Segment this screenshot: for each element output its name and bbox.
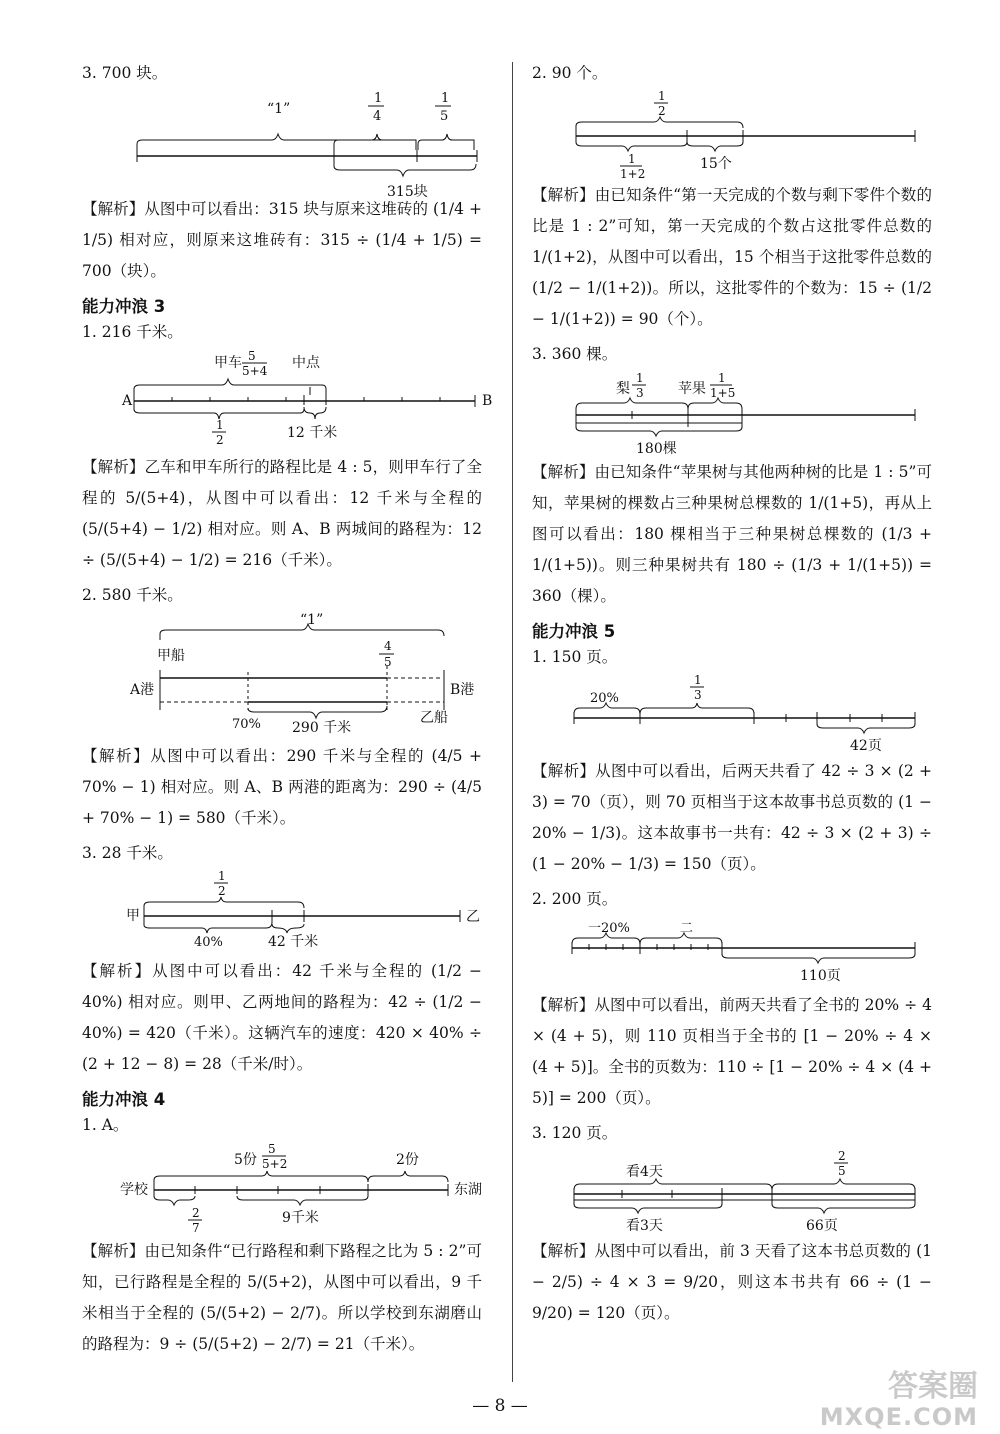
point-a: A xyxy=(122,393,133,409)
figure-parts xyxy=(532,88,932,181)
frac-n: 5 xyxy=(268,1142,276,1156)
explanation-8: 【解析】从图中可以看出，后两天共看了 42 ÷ 3 × (2 + 3) = 70（页），则 70 页相当于这本故事书总页数的 (1 − 20% − 1/3)。这本故事书一共有：42 ÷ 3 × (2 + 3) ÷ (1 − 20% − 1/3) = 150（页）。 xyxy=(532,762,932,873)
half-n: 1 xyxy=(218,869,226,883)
port-a: A港 xyxy=(130,682,155,698)
frac-d: 1+2 xyxy=(620,167,646,181)
frac-top2: 1 xyxy=(441,91,450,106)
answer-c3: 3. 120 页。 xyxy=(532,1124,618,1142)
explanation-3: 【解析】从图中可以看出：290 千米与全程的 (4/5 + 70% − 1) 相对应。则 A、B 两港的距离为：290 ÷ (4/5 + 70% − 1) = 580（千米）。 xyxy=(82,747,482,827)
one-label: “1” xyxy=(267,101,291,117)
day2-label: 二 xyxy=(680,921,694,936)
figure-cars xyxy=(82,347,493,447)
parts5: 5份 xyxy=(234,1152,257,1168)
answer-2: 2. 580 千米。 xyxy=(82,586,183,604)
figure-cars-2 xyxy=(82,868,492,950)
half-d: 2 xyxy=(216,433,224,447)
answer-c2: 2. 200 页。 xyxy=(532,890,618,908)
car-frac-d: 5+4 xyxy=(242,364,268,378)
explanation-9: 【解析】从图中可以看出，前两天共看了全书的 20% ÷ 4 × (4 + 5)，则 110 页相当于全书的 [1 − 20% ÷ 4 × (4 + 5)]。全书的页数为：110 ÷ [1 − 20% ÷ 4 × (4 + 5)] = 200（页）。 xyxy=(532,996,932,1107)
frac-n: 2 xyxy=(838,1149,846,1163)
figure-trees xyxy=(532,369,932,457)
frac-n: 4 xyxy=(384,639,392,653)
midpoint-label: 中点 xyxy=(292,355,320,371)
distance-label: 42 千米 xyxy=(268,934,319,950)
distance-label: 12 千米 xyxy=(287,425,338,441)
frac-d: 5+2 xyxy=(262,1157,288,1171)
pear-n: 1 xyxy=(636,371,644,385)
day1-label: 一20% xyxy=(588,921,630,936)
half-d: 2 xyxy=(218,884,226,898)
brace-label: 315块 xyxy=(387,184,428,200)
answer-c1: 1. 150 页。 xyxy=(532,648,618,666)
apple-label: 苹果 xyxy=(678,381,706,397)
section-heading-3: 能力冲浪 3 xyxy=(82,297,166,316)
answer-1: 1. 216 千米。 xyxy=(82,323,183,341)
pct-label: 20% xyxy=(590,691,619,706)
port-b: B港 xyxy=(450,682,475,698)
figure-bricks xyxy=(82,88,482,200)
frac-d: 3 xyxy=(694,688,702,702)
lake-label: 东湖 xyxy=(454,1182,482,1198)
apple-n: 1 xyxy=(718,371,726,385)
half-d: 2 xyxy=(658,104,666,118)
frac-d: 5 xyxy=(838,1164,846,1178)
frac-bottom2: 5 xyxy=(440,109,449,124)
count-label: 15个 xyxy=(700,156,732,172)
explanation-1: 【解析】从图中可以看出：315 块与原来这堆砖的 (1/4 + 1/5) 相对应，则原来这堆砖有：315 ÷ (1/4 + 1/5) = 700（块）。 xyxy=(82,200,482,280)
seg-n: 2 xyxy=(192,1206,200,1220)
point-yi: 乙 xyxy=(466,909,480,925)
column-divider xyxy=(512,62,513,1382)
answer-r3: 3. 360 棵。 xyxy=(532,345,618,363)
frac-n: 1 xyxy=(694,673,702,687)
ship-yi: 乙船 xyxy=(420,710,448,726)
explanation-4: 【解析】从图中可以看出：42 千米与全程的 (1/2 − 40%) 相对应。则甲、乙两地间的路程为：42 ÷ (1/2 − 40%) = 420（千米）。这辆汽车的速度：420 × 40% ÷ (2 + 12 − 8) = 28（千米/时）。 xyxy=(82,962,482,1073)
pages-label: 42页 xyxy=(850,738,882,754)
figure-book-3 xyxy=(532,1148,932,1234)
pages-label: 66页 xyxy=(806,1218,838,1234)
section-heading-5: 能力冲浪 5 xyxy=(532,622,616,641)
parts2: 2份 xyxy=(396,1152,419,1168)
half-n: 1 xyxy=(658,89,666,103)
page-number: — 8 — xyxy=(472,1396,528,1416)
watermark xyxy=(819,1369,978,1432)
pct-label: 70% xyxy=(232,717,261,732)
figure-school xyxy=(82,1140,492,1235)
car-frac-n: 5 xyxy=(248,349,256,363)
ship-jia: 甲船 xyxy=(157,648,185,664)
answer-b1: 1. A。 xyxy=(82,1116,129,1134)
apple-d: 1+5 xyxy=(710,386,736,400)
days4-label: 看4天 xyxy=(626,1164,663,1180)
answer-r2: 2. 90 个。 xyxy=(532,64,608,82)
explanation-10: 【解析】从图中可以看出，前 3 天看了这本书总页数的 (1 − 2/5) ÷ 4 × 3 = 9/20，则这本书共有 66 ÷ (1 − 9/20) = 120（页）。 xyxy=(532,1242,932,1322)
explanation-7: 【解析】由已知条件“苹果树与其他两种树的比是 1 : 5”可知，苹果树的棵数占三种果树总棵数的 1/(1+5)，再从上图可以看出：180 棵相当于三种果树总棵数的 (1/3 + 1/(1+5))。则三种果树共有 180 ÷ (1/3 + 1/(1+5)) = 360（棵）。 xyxy=(532,463,932,605)
pages-label: 110页 xyxy=(800,968,841,984)
half-n: 1 xyxy=(216,418,224,432)
answer-3b: 3. 28 千米。 xyxy=(82,844,173,862)
answer-3: 3. 700 块。 xyxy=(82,64,168,82)
left-column xyxy=(82,58,493,1366)
watermark-bottom: MXQE.COM xyxy=(819,1403,978,1431)
school-label: 学校 xyxy=(120,1182,148,1198)
figure-book-1 xyxy=(532,672,932,752)
frac-d: 5 xyxy=(384,655,392,669)
distance-label: 290 千米 xyxy=(292,720,352,736)
trees-label: 180棵 xyxy=(636,441,677,457)
figure-book-2 xyxy=(532,914,932,986)
days3-label: 看3天 xyxy=(626,1218,663,1234)
explanation-6: 【解析】由已知条件“第一天完成的个数与剩下零件个数的比是 1 : 2”可知，第一天完成的个数占这批零件总数的 1/(1+2)，从图中可以看出，15 个相当于这批零件总数的 (1/2 − 1/(1+2))。所以，这批零件的个数为：15 ÷ (1/2 − 1/(1+2)) = 90（个）。 xyxy=(532,186,932,328)
pear-d: 3 xyxy=(636,386,644,400)
one-label: “1” xyxy=(300,612,324,628)
right-column xyxy=(532,58,932,1335)
frac-bottom1: 4 xyxy=(373,109,382,124)
explanation-5: 【解析】由已知条件“已行路程和剩下路程之比为 5 : 2”可知，已行路程是全程的 5/(5+2)，从图中可以看出，9 千米相当于全程的 (5/(5+2) − 2/7)。所以学校到东湖磨山的路程为：9 ÷ (5/(5+2) − 2/7) = 21（千米）。 xyxy=(82,1242,482,1353)
pear-label: 梨 xyxy=(616,381,630,397)
point-b: B xyxy=(482,393,493,409)
watermark-top: 答案圈 xyxy=(888,1369,978,1404)
frac-n: 1 xyxy=(628,152,636,166)
distance-label: 9千米 xyxy=(282,1210,319,1226)
seg-d: 7 xyxy=(192,1221,200,1235)
explanation-2: 【解析】乙车和甲车所行的路程比是 4 : 5，则甲车行了全程的 5/(5+4)，从图中可以看出：12 千米与全程的 (5/(5+4) − 1/2) 相对应。则 A、B 两城间的路程为：12 ÷ (5/(5+4) − 1/2) = 216（千米）。 xyxy=(82,458,482,569)
car-label: 甲车 xyxy=(214,355,242,371)
point-jia: 甲 xyxy=(126,908,140,924)
pct-label: 40% xyxy=(194,935,223,950)
figure-ships xyxy=(82,610,492,735)
section-heading-4: 能力冲浪 4 xyxy=(82,1090,166,1109)
frac-top: 1 xyxy=(374,91,383,106)
